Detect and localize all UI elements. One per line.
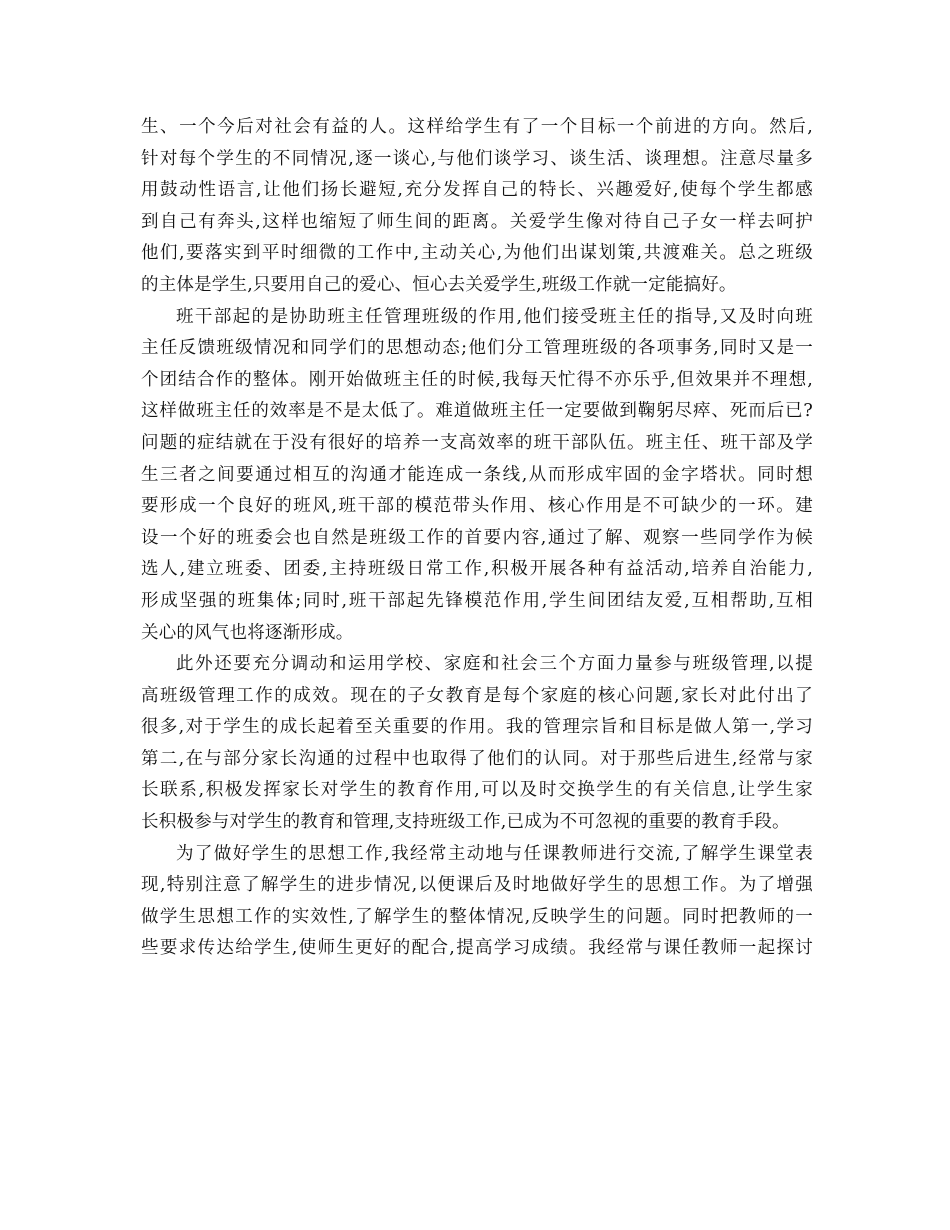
text-line: 些要求传达给学生,使师生更好的配合,提高学习成绩。我经常与课任教师一起探讨 [141,938,813,959]
text-line: 关心的风气也将逐渐形成。 [141,622,354,643]
text-line: 生、一个今后对社会有益的人。这样给学生有了一个目标一个前进的方向。然后, [141,117,813,137]
text-line: 第二,在与部分家长沟通的过程中也取得了他们的认同。对于那些后进生,经常与家 [141,748,813,769]
text-line: 很多,对于学生的成长起着至关重要的作用。我的管理宗旨和目标是做人第一,学习 [141,717,813,738]
paragraph-first-line: 班干部起的是协助班主任管理班级的作用,他们接受班主任的指导,又及时向班 [176,306,813,327]
text-line: 这样做班主任的效率是不是太低了。难道做班主任一定要做到鞠躬尽瘁、死而后已? [141,401,813,422]
text-line: 用鼓动性语言,让他们扬长避短,充分发挥自己的特长、兴趣爱好,使每个学生都感 [141,180,813,201]
text-line: 个团结合作的整体。刚开始做班主任的时候,我每天忙得不亦乐乎,但效果并不理想, [141,369,813,390]
text-line: 设一个好的班委会也自然是班级工作的首要内容,通过了解、观察一些同学作为候 [141,527,813,548]
text-line: 长联系,积极发挥家长对学生的教育作用,可以及时交换学生的有关信息,让学生家 [141,780,813,801]
text-line: 要形成一个良好的班风,班干部的模范带头作用、核心作用是不可缺少的一环。建 [141,496,813,517]
text-line: 高班级管理工作的成效。现在的子女教育是每个家庭的核心问题,家长对此付出了 [141,685,813,706]
text-line: 针对每个学生的不同情况,逐一谈心,与他们谈学习、谈生活、谈理想。注意尽量多 [141,148,813,169]
text-line: 形成坚强的班集体;同时,班干部起先锋模范作用,学生间团结友爱,互相帮助,互相 [141,590,813,611]
text-line: 主任反馈班级情况和同学们的思想动态;他们分工管理班级的各项事务,同时又是一 [141,338,813,359]
paragraph-first-line: 此外还要充分调动和运用学校、家庭和社会三个方面力量参与班级管理,以提 [176,654,813,675]
text-line: 到自己有奔头,这样也缩短了师生间的距离。关爱学生像对待自己子女一样去呵护 [141,211,813,232]
text-line: 长积极参与对学生的教育和管理,支持班级工作,已成为不可忽视的重要的教育手段。 [141,812,790,833]
document-body [141,112,813,965]
text-line: 的主体是学生,只要用自己的爱心、恒心去关爱学生,班级工作就一定能搞好。 [141,274,737,295]
text-line: 生三者之间要通过相互的沟通才能连成一条线,从而形成牢固的金字塔状。同时想 [141,464,813,485]
text-line: 现,特别注意了解学生的进步情况,以便课后及时地做好学生的思想工作。为了增强 [141,875,813,896]
text-line: 问题的症结就在于没有很好的培养一支高效率的班干部队伍。班主任、班干部及学 [141,432,813,453]
paragraph-first-line: 为了做好学生的思想工作,我经常主动地与任课教师进行交流,了解学生课堂表 [176,843,813,864]
text-line: 选人,建立班委、团委,主持班级日常工作,积极开展各种有益活动,培养自治能力, [141,559,813,580]
text-line: 做学生思想工作的实效性,了解学生的整体情况,反映学生的问题。同时把教师的一 [141,906,813,927]
text-line: 他们,要落实到平时细微的工作中,主动关心,为他们出谋划策,共渡难关。总之班级 [141,243,813,264]
